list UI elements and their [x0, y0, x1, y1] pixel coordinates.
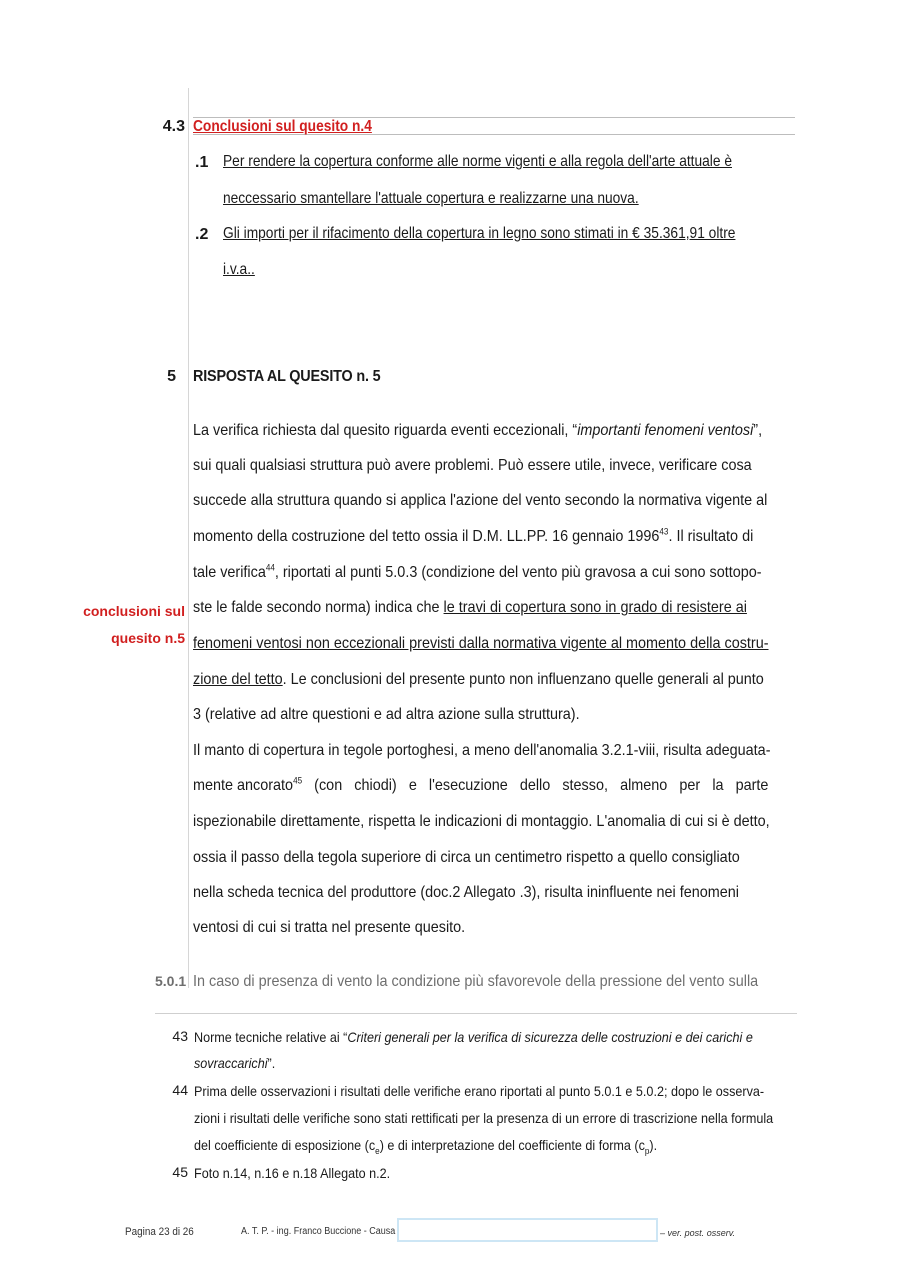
footnote-line: zioni i risultati delle verifiche sono stati rettificati per la presenza di un errore di trascrizione nella formula — [194, 1110, 774, 1126]
footnote-number: 44 — [172, 1082, 188, 1098]
section-number: 5 — [167, 368, 176, 385]
case-field[interactable] — [397, 1218, 658, 1242]
paragraph-line: ossia il passo della tegola superiore di circa un centimetro rispetto a quello consigliato — [193, 849, 740, 866]
paragraph-line: ispezionabile direttamente, rispetta le indicazioni di montaggio. L'anomalia di cui si è detto, — [193, 813, 770, 830]
footnote-separator — [155, 1013, 797, 1014]
footnote-ref: 44 — [265, 562, 275, 573]
footnote-ref: 43 — [659, 526, 669, 537]
margin-note-line: quesito n.5 — [111, 630, 185, 646]
subsection-number: 5.0.1 — [155, 973, 187, 989]
item-number: .1 — [195, 154, 209, 171]
paragraph-line: momento della costruzione del tetto ossia il D.M. LL.PP. 16 gennaio 1996$^{43}$. Il risultato di — [193, 526, 754, 545]
footnote-line: Foto n.14, n.16 e n.18 Allegato n.2. — [194, 1165, 391, 1181]
item-number: .2 — [195, 226, 209, 243]
paragraph-line: tale verifica$^{44}$, riportati al punti 5.0.3 (condizione del vento più gravosa a cui sono sottopo- — [193, 562, 762, 581]
subsection-text: In caso di presenza di vento la condizione più sfavorevole della pressione del vento sulla — [193, 973, 759, 990]
footer-author: A. T. P. - ing. Franco Buccione - Causa — [241, 1226, 396, 1237]
footnote-line: Prima delle osservazioni i risultati delle verifiche erano riportati al punto 5.0.1 e 5.0.2; dopo le osserva- — [194, 1083, 765, 1099]
section-number: 4.3 — [162, 118, 185, 135]
paragraph-line: mente ancorato$^{45}$ (con chiodi) e l'esecuzione dello stesso, almeno per la parte — [193, 775, 769, 794]
paragraph-line: zione del tetto. Le conclusioni del presente punto non influenzano quelle generali al punto — [193, 671, 764, 688]
paragraph-line: fenomeni ventosi non eccezionali previsti dalla normativa vigente al momento della costru- — [193, 635, 769, 652]
item-text-line: i.v.a.. — [223, 261, 255, 278]
paragraph-line: succede alla struttura quando si applica l'azione del vento secondo la normativa vigente al — [193, 492, 768, 509]
paragraph-line: La verifica richiesta dal quesito riguarda eventi eccezionali, “importanti fenomeni ventosi”, — [193, 422, 763, 439]
footnote-ref: 45 — [293, 775, 303, 786]
margin-note-line: conclusioni sul — [83, 603, 185, 619]
footnote-line: sovraccarichi”. — [194, 1055, 276, 1071]
footnote-line: Norme tecniche relative ai “Criteri generali per la verifica di sicurezza delle costruzioni e dei carichi e — [194, 1029, 753, 1045]
paragraph-line: ventosi di cui si tratta nel presente quesito. — [193, 919, 466, 936]
page-number: Pagina 23 di 26 — [125, 1226, 194, 1238]
paragraph-line: 3 (relative ad altre questioni e ad altra azione sulla struttura). — [193, 706, 580, 723]
paragraph-line: sui quali qualsiasi struttura può avere problemi. Può essere utile, invece, verificare cosa — [193, 457, 752, 474]
section-title: RISPOSTA AL QUESITO n. 5 — [193, 368, 381, 385]
version-label: – ver. post. osserv. — [660, 1228, 736, 1238]
footnote-number: 45 — [172, 1164, 188, 1180]
item-text-line: Gli importi per il rifacimento della copertura in legno sono stimati in € 35.361,91 oltre — [223, 225, 736, 242]
section-title: Conclusioni sul quesito n.4 — [193, 118, 372, 135]
paragraph-line: Il manto di copertura in tegole portoghesi, a meno dell'anomalia 3.2.1-viii, risulta adeguata- — [193, 742, 771, 759]
paragraph-line: ste le falde secondo norma) indica che le travi di copertura sono in grado di resistere ai — [193, 599, 747, 616]
footnote-line: del coefficiente di esposizione $(c_e)$ e di interpretazione del coefficiente di forma $(c_p)$. — [194, 1137, 658, 1156]
item-text-line: Per rendere la copertura conforme alle norme vigenti e alla regola dell'arte attuale è — [223, 153, 732, 170]
item-text-line: neccessario smantellare l'attuale copertura e realizzarne una nuova. — [223, 190, 639, 207]
paragraph-line: nella scheda tecnica del produttore (doc.2 Allegato .3), risulta ininfluente nei fenomeni — [193, 884, 739, 901]
margin-vertical-rule — [188, 88, 189, 988]
footnote-number: 43 — [172, 1028, 188, 1044]
